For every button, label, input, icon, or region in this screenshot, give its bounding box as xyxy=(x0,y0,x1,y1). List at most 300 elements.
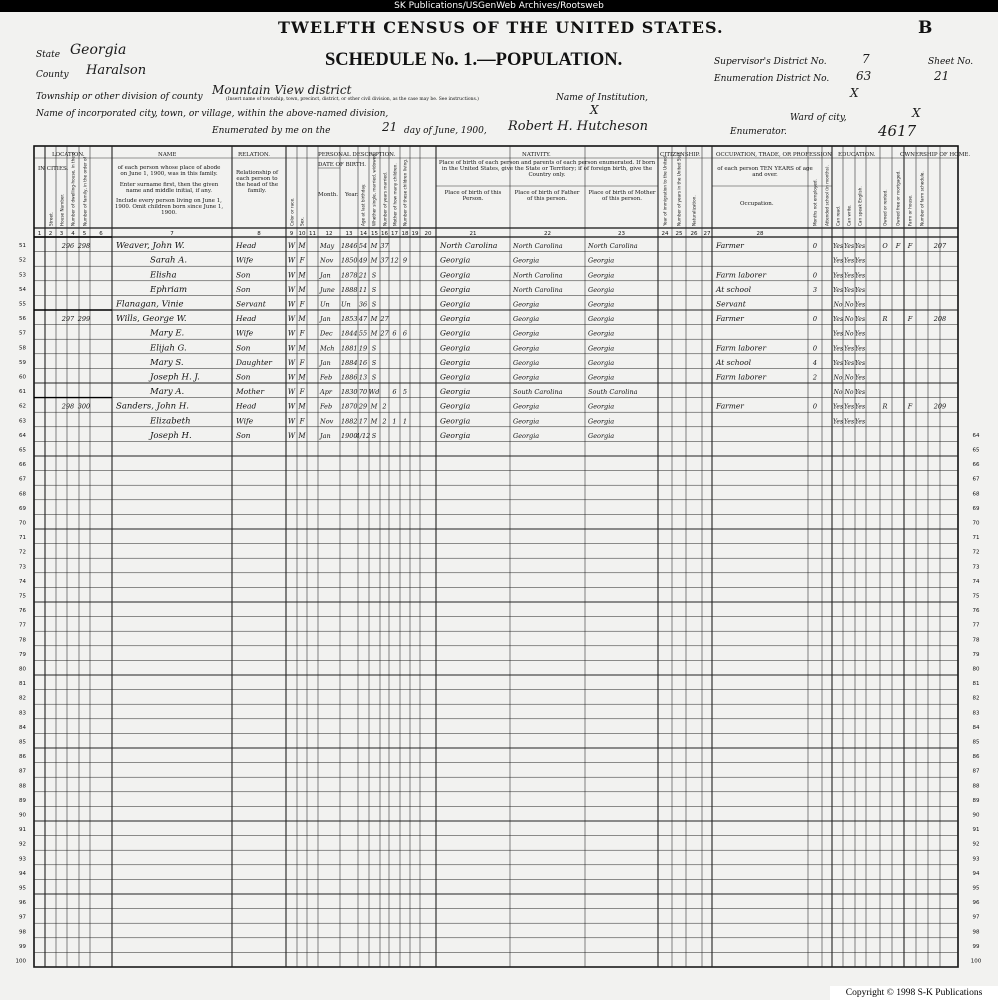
entry-years-married: 27 xyxy=(380,329,389,338)
entry-write: Yes xyxy=(843,345,855,353)
entry-age: 19 xyxy=(358,344,368,353)
entry-marital: M xyxy=(370,315,378,324)
entry-color: W xyxy=(287,242,296,251)
entry-occupation: Servant xyxy=(716,299,746,309)
entry-color: W xyxy=(287,300,296,309)
sheet-letter: B xyxy=(918,18,933,38)
column-number: 21 xyxy=(469,231,477,237)
entry-name: Sarah A. xyxy=(150,255,188,266)
line-number: 58 xyxy=(19,345,26,352)
right-line-number: 90 xyxy=(972,812,980,819)
entry-mother-birth: Georgia xyxy=(588,358,615,367)
entry-mother: 6 xyxy=(392,388,397,397)
entry-sex: F xyxy=(299,358,305,367)
supervisor-label: Supervisor's District No. xyxy=(714,57,827,67)
entry-schedule: 208 xyxy=(933,315,947,324)
right-line-number: 69 xyxy=(972,505,980,512)
entry-english: Yes xyxy=(854,345,866,353)
right-line-number: 100 xyxy=(970,958,982,965)
column-number: 10 xyxy=(298,231,306,237)
entry-year: 1886 xyxy=(341,373,358,382)
right-line-number: 95 xyxy=(972,885,980,892)
entry-family: 300 xyxy=(77,402,91,411)
entry-english: Yes xyxy=(854,359,866,367)
entry-color: W xyxy=(287,256,296,265)
entry-year: 1853 xyxy=(341,315,358,324)
entry-sex: F xyxy=(299,388,305,397)
entry-owned: O xyxy=(882,242,888,251)
entry-mother-birth: Georgia xyxy=(588,271,615,280)
line-number: 88 xyxy=(19,783,26,790)
line-number: 87 xyxy=(19,768,26,775)
right-line-number: 92 xyxy=(972,841,980,848)
entry-month: Jan xyxy=(320,431,331,440)
right-line-number: 79 xyxy=(972,651,980,658)
entry-mother-birth: South Carolina xyxy=(588,388,638,397)
right-line-number: 87 xyxy=(972,768,980,775)
entry-relation: Mother xyxy=(236,387,265,397)
right-line-number: 81 xyxy=(972,681,980,688)
column-number: 4 xyxy=(71,231,75,237)
census-title: TWELFTH CENSUS OF THE UNITED STATES. xyxy=(278,18,724,37)
line-number: 79 xyxy=(19,651,26,658)
entry-occupation: At school xyxy=(716,357,751,367)
right-line-number: 97 xyxy=(972,914,980,921)
right-line-number: 64 xyxy=(972,432,980,439)
entry-birth: Georgia xyxy=(440,401,471,411)
entry-dwelling: 296 xyxy=(61,242,75,251)
right-line-number: 85 xyxy=(972,739,980,746)
entry-english: Yes xyxy=(854,374,866,382)
line-number: 74 xyxy=(19,578,26,585)
supervisor-value: 7 xyxy=(862,52,870,66)
column-number: 28 xyxy=(756,231,764,237)
entry-color: W xyxy=(287,373,296,382)
entry-year: 1844 xyxy=(341,329,358,338)
entry-age: 55 xyxy=(358,329,368,338)
entry-sex: M xyxy=(298,285,306,294)
township-note: (Insert name of township, town, precinct, district, or other civil division, as the case may be. See instructions.) xyxy=(226,97,479,102)
entry-age: 70 xyxy=(358,388,368,397)
entry-write: No xyxy=(844,374,854,382)
entry-name: Elijah G. xyxy=(150,343,187,354)
entry-read: Yes xyxy=(832,272,844,280)
line-number: 77 xyxy=(19,622,26,629)
header-children-living: Number of these children living. xyxy=(402,158,408,226)
right-line-number: 82 xyxy=(972,695,980,702)
group-location: LOCATION. xyxy=(52,152,85,158)
township-value: Mountain View district xyxy=(212,83,352,97)
state-value: Georgia xyxy=(70,42,127,58)
entry-month: June xyxy=(320,285,335,294)
line-number: 85 xyxy=(19,739,26,746)
line-number: 66 xyxy=(19,462,26,469)
entry-year: 1888 xyxy=(341,285,358,294)
entry-year: 1900 xyxy=(341,431,358,440)
line-number: 94 xyxy=(19,870,26,877)
right-line-number: 68 xyxy=(972,491,980,498)
right-line-number: 83 xyxy=(972,710,980,717)
line-number: 73 xyxy=(19,564,26,571)
entry-relation: Son xyxy=(236,430,251,440)
entry-read: Yes xyxy=(832,418,844,426)
entry-dwelling: 297 xyxy=(61,315,75,324)
entry-month: Un xyxy=(320,300,330,309)
entry-months: 3 xyxy=(812,285,818,294)
entry-color: W xyxy=(287,271,296,280)
entry-months: 0 xyxy=(812,315,818,324)
line-number: 75 xyxy=(19,593,26,600)
entry-schedule: 209 xyxy=(933,402,947,411)
right-line-number: 65 xyxy=(972,447,980,454)
entry-free: F xyxy=(895,242,901,251)
entry-mother-birth: Georgia xyxy=(588,373,615,382)
entry-year: 1870 xyxy=(341,402,358,411)
entry-age: 4/12 xyxy=(355,431,371,440)
entry-sex: F xyxy=(299,256,305,265)
line-number: 52 xyxy=(19,257,26,264)
column-number: 3 xyxy=(59,231,64,237)
entry-age: 17 xyxy=(358,417,368,426)
entry-father: Georgia xyxy=(513,402,540,411)
archive-watermark: SK Publications/USGenWeb Archives/Rootsweb xyxy=(0,0,998,12)
line-number: 83 xyxy=(19,710,26,717)
entry-father: Georgia xyxy=(513,358,540,367)
entry-write: Yes xyxy=(843,418,855,426)
entry-father: Georgia xyxy=(513,431,540,440)
entry-occupation: Farmer xyxy=(716,314,744,324)
entry-sex: M xyxy=(298,431,306,440)
line-number: 54 xyxy=(19,286,26,293)
entry-marital: M xyxy=(370,242,378,251)
line-number: 51 xyxy=(19,243,26,250)
entry-month: Dec xyxy=(320,329,333,338)
entry-mother: 6 xyxy=(392,329,397,338)
ward-label: Ward of city, xyxy=(790,113,847,123)
entry-father: South Carolina xyxy=(513,388,563,397)
line-number: 82 xyxy=(19,695,26,702)
right-line-number: 75 xyxy=(972,593,980,600)
line-number: 67 xyxy=(19,476,26,483)
entry-mother-birth: North Carolina xyxy=(588,242,638,251)
entry-read: No xyxy=(833,389,843,397)
entry-name: Flanagan, Vinie xyxy=(116,299,184,310)
entry-read: No xyxy=(833,301,843,309)
entry-farm: F xyxy=(907,242,913,251)
entry-marital: M xyxy=(370,329,378,338)
column-number: 25 xyxy=(675,231,683,237)
entry-relation: Head xyxy=(236,401,257,411)
entry-color: W xyxy=(287,402,296,411)
column-number: 15 xyxy=(371,231,378,237)
entry-english: Yes xyxy=(854,243,866,251)
right-line-number: 78 xyxy=(972,637,980,644)
entry-write: Yes xyxy=(843,257,855,265)
entry-years-married: 27 xyxy=(380,315,389,324)
entry-marital: S xyxy=(371,285,377,294)
line-number: 70 xyxy=(19,520,26,527)
county-label: County xyxy=(36,70,69,80)
entry-name: Mary A. xyxy=(150,387,185,398)
entry-read: Yes xyxy=(832,345,844,353)
entry-year: Un xyxy=(341,300,351,309)
entry-birth: Georgia xyxy=(440,372,471,382)
state-label: State xyxy=(36,50,61,60)
group-personal: PERSONAL DESCRIPTION. xyxy=(318,152,396,158)
occupation-col-note: Occupation. xyxy=(740,201,774,207)
header-farm-schedule: Number of farm schedule. xyxy=(919,171,925,226)
entry-write: Yes xyxy=(843,286,855,294)
line-number: 68 xyxy=(19,491,26,498)
entry-read: Yes xyxy=(832,316,844,324)
entry-birth: Georgia xyxy=(440,284,471,294)
nativity-desc-note: Place of birth of each person and parents of each person enumerated. If born in the United States, give the State or Territory; if of foreign birth, give the Country only. xyxy=(438,160,656,178)
line-number: 63 xyxy=(19,418,26,425)
entry-relation: Son xyxy=(236,343,251,353)
enumerated-day: 21 xyxy=(382,120,398,134)
month-note: Month. xyxy=(318,192,338,198)
header-can-speak-english: Can speak English. xyxy=(857,186,863,226)
entry-living: 9 xyxy=(402,256,408,265)
line-number: 100 xyxy=(15,958,26,965)
entry-mother-birth: Georgia xyxy=(588,285,615,294)
entry-name: Mary E. xyxy=(150,328,185,339)
enumeration-value: 63 xyxy=(856,69,872,83)
entry-sex: M xyxy=(298,242,306,251)
entry-farm: F xyxy=(907,315,913,324)
line-number: 99 xyxy=(19,943,26,950)
header-months-not-employed: Months not employed. xyxy=(812,179,818,226)
entry-read: Yes xyxy=(832,257,844,265)
entry-marital: S xyxy=(371,373,377,382)
entry-write: Yes xyxy=(843,243,855,251)
header-age: Age at last birthday. xyxy=(360,183,366,226)
entry-color: W xyxy=(287,344,296,353)
entry-living: 6 xyxy=(402,329,408,338)
entry-mother-birth: Georgia xyxy=(588,402,615,411)
entry-month: Jan xyxy=(320,358,331,367)
entry-months: 0 xyxy=(812,271,818,280)
entry-marital: S xyxy=(371,344,377,353)
column-number: 13 xyxy=(345,231,353,237)
entry-occupation: Farmer xyxy=(716,401,744,411)
entry-marital: M xyxy=(370,256,378,265)
group-ownership: OWNERSHIP OF HOME. xyxy=(900,152,971,158)
column-number: 18 xyxy=(401,231,409,237)
entry-marital: S xyxy=(371,358,377,367)
enumerator-label: Enumerator. xyxy=(730,127,787,137)
right-line-number: 70 xyxy=(972,520,980,527)
header-free-mortgaged: Owned free or mortgaged. xyxy=(895,170,901,226)
enumerator-value: Robert H. Hutcheson xyxy=(508,119,648,134)
right-line-number: 86 xyxy=(972,754,980,761)
year-note: Year. xyxy=(345,192,359,198)
entry-relation: Son xyxy=(236,270,251,280)
column-number: 7 xyxy=(170,231,174,237)
entry-month: Jan xyxy=(320,271,331,280)
entry-age: 36 xyxy=(358,300,368,309)
line-number: 98 xyxy=(19,929,26,936)
right-line-number: 88 xyxy=(972,783,980,790)
entry-read: Yes xyxy=(832,286,844,294)
entry-months: 0 xyxy=(812,402,818,411)
entry-month: Jan xyxy=(320,315,331,324)
entry-read: Yes xyxy=(832,359,844,367)
entry-english: Yes xyxy=(854,330,866,338)
entry-father: Georgia xyxy=(513,256,540,265)
entry-father: North Carolina xyxy=(513,285,563,294)
enumeration-label: Enumeration District No. xyxy=(714,74,830,84)
entry-birth: Georgia xyxy=(440,299,471,309)
institution-value: X xyxy=(850,86,859,100)
entry-father: Georgia xyxy=(513,373,540,382)
header-years-married: Number of years married. xyxy=(382,171,388,226)
column-number: 8 xyxy=(257,231,261,237)
birth-person-note: Place of birth of this Person. xyxy=(444,190,502,202)
header-farm-house: Farm or house. xyxy=(907,194,913,226)
entry-years-married: 37 xyxy=(380,256,389,265)
entry-sex: M xyxy=(298,373,306,382)
entry-birth: Georgia xyxy=(440,270,471,280)
right-line-number: 71 xyxy=(972,535,980,542)
entry-relation: Daughter xyxy=(236,357,272,367)
entry-write: Yes xyxy=(843,359,855,367)
entry-farm: F xyxy=(907,402,913,411)
entry-months: 2 xyxy=(812,373,818,382)
entry-name: Joseph H. xyxy=(150,430,192,441)
entry-color: W xyxy=(287,417,296,426)
entry-father: Georgia xyxy=(513,344,540,353)
header-family: Number of family, in the order of xyxy=(82,157,88,226)
header-street: Street. xyxy=(48,211,54,226)
name-enter-note: Enter surname first, then the given name and middle initial, if any. xyxy=(119,182,219,194)
entry-occupation: Farm laborer xyxy=(716,343,767,353)
entry-occupation: Farm laborer xyxy=(716,270,767,280)
entry-living: 1 xyxy=(402,417,408,426)
line-number: 84 xyxy=(19,724,26,731)
column-number: 6 xyxy=(99,231,103,237)
entry-month: May xyxy=(320,242,335,251)
header-can-write: Can write. xyxy=(846,204,852,226)
entry-age: 29 xyxy=(358,402,368,411)
right-line-number: 84 xyxy=(972,724,980,731)
entry-birth: Georgia xyxy=(440,357,471,367)
enumerated-label: Enumerated by me on the xyxy=(212,126,331,136)
header-years-us: Number of years in the United Stat xyxy=(676,152,682,226)
line-number: 62 xyxy=(19,403,26,410)
line-number: 90 xyxy=(19,812,26,819)
entry-year: 1881 xyxy=(341,344,358,353)
entry-occupation: Farm laborer xyxy=(716,372,767,382)
entry-relation: Wife xyxy=(236,328,254,338)
entry-schedule: 207 xyxy=(933,242,947,251)
entry-years-married: 2 xyxy=(382,402,387,411)
line-number: 61 xyxy=(19,389,26,396)
entry-name: Ephriam xyxy=(150,284,188,295)
entry-english: Yes xyxy=(854,403,866,411)
entry-sex: M xyxy=(298,315,306,324)
entry-occupation: At school xyxy=(716,284,751,294)
entry-marital: S xyxy=(371,271,377,280)
entry-year: 1882 xyxy=(341,417,358,426)
entry-name: Elisha xyxy=(150,270,177,281)
entry-english: Yes xyxy=(854,418,866,426)
entry-years-married: 2 xyxy=(382,417,387,426)
line-number: 78 xyxy=(19,637,26,644)
column-number: 22 xyxy=(544,231,551,237)
entry-english: Yes xyxy=(854,257,866,265)
entry-english: Yes xyxy=(854,316,866,324)
right-line-number: 67 xyxy=(972,476,980,483)
entry-father: Georgia xyxy=(513,300,540,309)
entry-age: 13 xyxy=(358,373,368,382)
entry-age: 11 xyxy=(358,285,368,294)
entry-sex: M xyxy=(298,402,306,411)
entry-dwelling: 298 xyxy=(61,402,75,411)
line-number: 64 xyxy=(19,432,26,439)
entry-color: W xyxy=(287,358,296,367)
relation-desc-note: Relationship of each person to the head of the family. xyxy=(235,170,279,194)
entry-color: W xyxy=(287,329,296,338)
right-line-number: 77 xyxy=(972,622,980,629)
column-number: 26 xyxy=(690,231,698,237)
header-sex: Sex. xyxy=(299,217,305,226)
line-number: 95 xyxy=(19,885,26,892)
line-number: 91 xyxy=(19,827,26,834)
line-number: 65 xyxy=(19,447,26,454)
city-value: X xyxy=(590,103,599,117)
entry-color: W xyxy=(287,431,296,440)
entry-father: Georgia xyxy=(513,315,540,324)
right-line-number: 99 xyxy=(972,943,980,950)
right-line-number: 66 xyxy=(972,462,980,469)
enumerated-mid: day of June, 1900, xyxy=(404,126,487,136)
line-number: 97 xyxy=(19,914,26,921)
entry-marital: Wd xyxy=(368,388,380,397)
entry-write: No xyxy=(844,330,854,338)
entry-relation: Wife xyxy=(236,416,254,426)
entry-sex: F xyxy=(299,417,305,426)
column-number: 16 xyxy=(381,231,388,237)
line-number: 71 xyxy=(19,535,26,542)
entry-write: No xyxy=(844,301,854,309)
column-number: 14 xyxy=(360,231,367,237)
line-number: 59 xyxy=(19,359,26,366)
header-marital: Whether single, married, widowed, xyxy=(371,152,377,226)
line-number: 93 xyxy=(19,856,26,863)
right-line-number: 89 xyxy=(972,797,980,804)
entry-mother-birth: Georgia xyxy=(588,300,615,309)
entry-birth: Georgia xyxy=(440,416,471,426)
entry-father: Georgia xyxy=(513,329,540,338)
entry-birth: North Carolina xyxy=(440,241,498,251)
entry-name: Weaver, John W. xyxy=(116,241,185,252)
group-nativity: NATIVITY. xyxy=(522,152,551,158)
entry-color: W xyxy=(287,285,296,294)
entry-sex: M xyxy=(298,344,306,353)
entry-year: 1878 xyxy=(341,271,358,280)
in-cities-note: IN CITIES. xyxy=(38,166,69,172)
entry-english: Yes xyxy=(854,301,866,309)
line-number: 89 xyxy=(19,797,26,804)
header-can-read: Can read. xyxy=(835,205,841,226)
line-number: 96 xyxy=(19,900,26,907)
entry-father: Georgia xyxy=(513,417,540,426)
column-number: 2 xyxy=(48,231,53,237)
ward-value: X xyxy=(912,106,921,120)
line-number: 56 xyxy=(19,316,26,323)
entry-month: Feb xyxy=(320,402,333,411)
